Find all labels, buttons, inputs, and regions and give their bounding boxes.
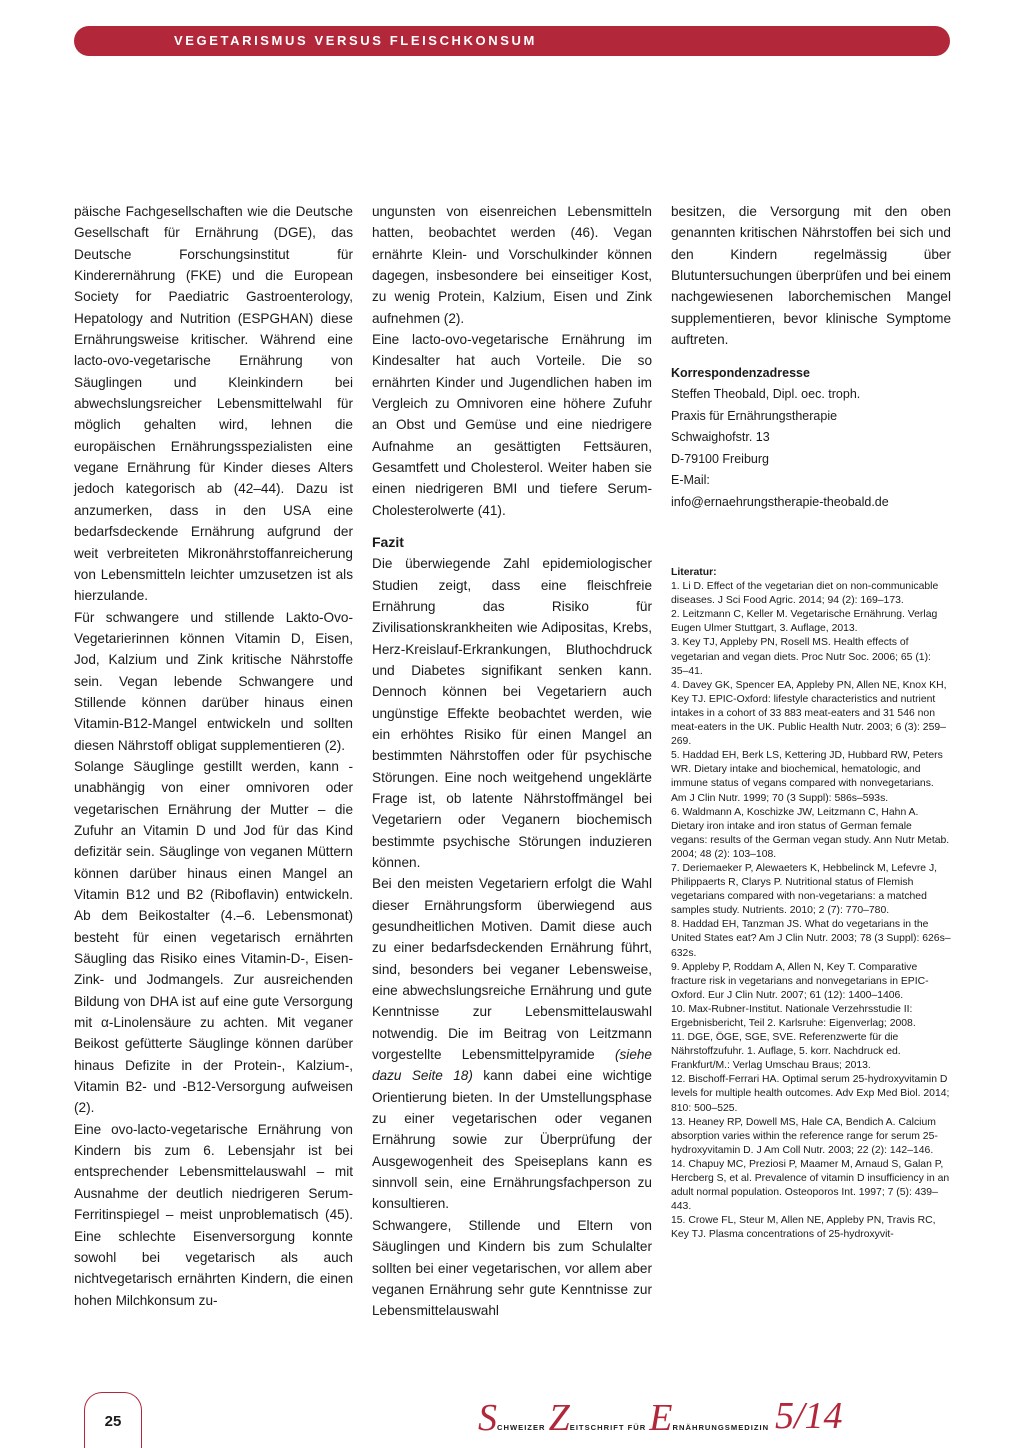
literature-title: Literatur: <box>671 567 717 578</box>
reference-item: 13. Heaney RP, Dowell MS, Hale CA, Bendich A. Calcium absorption varies within the reference range for serum 25-hydroxyvitamin D. J Am Coll Nutr. 2003; 22 (2): 142–146. <box>671 1116 938 1156</box>
column-3 <box>671 201 951 513</box>
reference-item: 10. Max-Rubner-Institut. Nationale Verzehrsstudie II: Ergebnisbericht, Teil 2. Karlsruhe: Eigenverlag; 2008. <box>671 1003 916 1029</box>
reference-item: 15. Crowe FL, Steur M, Allen NE, Appleby PN, Travis RC, Key TJ. Plasma concentrations of 25-hydroxyvit- <box>671 1215 936 1241</box>
page-number-tab <box>84 1392 142 1448</box>
literature-list <box>671 566 951 1243</box>
reference-item: 12. Bischoff-Ferrari HA. Optimal serum 25-hydroxyvitamin D levels for multiple health outcomes. Adv Exp Med Biol. 2014; 810: 500–525. <box>671 1074 950 1114</box>
paragraph-text: kann dabei eine wichtige Orientierung bieten. In der Umstellungsphase zu einer vegetarischen oder veganen Ernährung sowie zur Überprüfung der Ausgewogenheit des Speiseplans kann es sinnvoll sein, eine Ernährungsfachperson zu konsultieren. <box>372 1068 652 1212</box>
reference-item: 7. Deriemaeker P, Alewaeters K, Hebbelinck M, Lefevre J, Philippaerts R, Clarys P. Nutritional status of Flemish vegetarians compared with non-vegetarians: a matched samples study. Nutrients. 2010; 2 (7): 770–780. <box>671 862 938 917</box>
reference-item: 5. Haddad EH, Berk LS, Kettering JD, Hubbard RW, Peters WR. Dietary intake and biochemical, hematologic, and immune status of vegans compared with nonvegetarians. Am J Clin Nutr. 1999; 70 (3 Suppl): 586s–593s. <box>671 750 943 804</box>
paragraph: päische Fachgesellschaften wie die Deutsche Gesellschaft für Ernährung (DGE), das Deutsche Forschungsinstitut für Kinderernährung (FKE) und die European Society for Paediatric Gastroenterology, Hepatology and Nutrition (ESPGHAN) diese Ernährungsweise kritischer. Während eine lacto-ovo-vegetarische Ernährung von Säuglingen und Kleinkindern bei abwechslungsreicher Lebensmittelwahl für möglich gehalten wird, lehnen die europäischen Ernährungsspezialisten eine vegane Ernährung für Kinder dieses Alters jedoch kategorisch ab (42–44). Dazu ist anzumerken, dass in den USA eine bedarfsdeckende Ernährung aufgrund der weit verbreiteten Mikronährstoffanreicherung von Lebensmitteln leichter umzusetzen ist als hierzulande. <box>74 204 353 604</box>
paragraph: Solange Säuglinge gestillt werden, kann - unabhängig von einer omnivoren oder vegetarischen Ernährung der Mutter – die Zufuhr an Vitamin D und Jod für das Kind defizitär sein. Säuglinge von veganen Müttern können darüber hinaus einen Mangel an Vitamin B12 und B2 (Riboflavin) entwickeln. Ab dem Beikostalter (4.–6. Lebensmonat) besteht für einen vegetarisch ernährten Säugling das Risiko eines Vitamin-D-, Eisen- Zink- und Jodmangels. Zur ausreichenden Bildung von DHA ist auf eine gute Versorgung mit α-Linolensäure zu achten. Mit veganer Beikost gefütterte Säuglinge können darüber hinaus Defizite in der Protein-, Kalzium-, Vitamin B2- und -B12-Versorgung aufweisen (2). <box>74 758 353 1116</box>
column-2 <box>372 201 652 1322</box>
reference-item: 1. Li D. Effect of the vegetarian diet on non-communicable diseases. J Sci Food Agric. 2014; 94 (2): 169–173. <box>671 581 939 607</box>
header-bar <box>74 26 950 56</box>
paragraph: ungunsten von eisenreichen Lebensmitteln hatten, beobachtet werden (46). Vegan ernährte Klein- und Vorschulkinder können dagegen, insbesondere bei einseitiger Kost, zu wenig Protein, Kalzium, Eisen und Zink aufnehmen (2). <box>372 204 652 326</box>
paragraph-text: Bei den meisten Vegetariern erfolgt die Wahl dieser Ernährungsform überwiegend aus gesundheitlichen Motiven. Damit diese auch zu einer bedarfsdeckenden Ernährung führt, sind, besonders bei veganer Lebensweise, eine abwechslungsreiche Ernährung und gute Kenntnisse zur Lebensmittelauswahl notwendig. Die im Beitrag von Leitzmann vorgestellte Lebensmittelpyramide <box>372 876 652 1063</box>
correspondence-line: D-79100 Freiburg <box>671 451 769 466</box>
journal-logo-letter-s: S <box>478 1397 497 1439</box>
correspondence-line: E-Mail: <box>671 473 710 488</box>
reference-item: 2. Leitzmann C, Keller M. Vegetarische Ernährung. Verlag Eugen Ulmer Stuttgart, 3. Auflage, 2013. <box>671 609 938 635</box>
correspondence-line: Steffen Theobald, Dipl. oec. troph. <box>671 387 861 402</box>
paragraph: besitzen, die Versorgung mit den oben genannten kritischen Nährstoffen bei sich und den Kindern regelmässig über Blutuntersuchungen überprüfen und bei einem nachgewiesenen laborchemischen Mangel supplementieren, bevor klinische Symptome auftreten. <box>671 204 951 348</box>
paragraph: Eine lacto-ovo-vegetarische Ernährung im Kindesalter hat auch Vorteile. Die so ernährten Kinder und Jugendlichen haben im Vergleich zu Omnivoren eine höhere Zufuhr an Obst und Gemüse und eine niedrigere Aufnahme an gesättigten Fettsäuren, Gesamtfett und Cholesterol. Weiter haben sie einen niedrigeren BMI und tiefere Serum-Cholesterolwerte (41). <box>372 332 652 518</box>
correspondence-email: info@ernaehrungstherapie-theobald.de <box>671 494 889 509</box>
journal-logo-text: EITSCHRIFT FÜR <box>569 1423 650 1432</box>
paragraph: Schwangere, Stillende und Eltern von Säuglingen und Kindern bis zum Schulalter sollten bei einer vegetarischen, vor allem aber veganen Ernährung sehr gute Kenntnisse zur Lebensmittelauswahl <box>372 1217 652 1319</box>
correspondence-title: Korrespondenzadresse <box>671 366 810 381</box>
paragraph: Die überwiegende Zahl epidemiologischer Studien zeigt, dass eine fleischfreie Ernährung das Risiko für Zivilisationskrankheiten wie Adipositas, Krebs, Herz-Kreislauf-Erkrankungen, Bluthochdruck und Diabetes signifikant senken kann. Dennoch können bei Vegetariern auch ungünstige Effekte beobachtet werden, wie ein erhöhtes Risiko für einen Mangel an bestimmten Nährstoffen oder für psychische Störungen. Eine noch weitgehend ungeklärte Frage ist, ob latente Nährstoffmängel bei Vegetariern oder Veganern biochemisch bestimmte psychische Störungen induzieren können. <box>372 556 652 870</box>
journal-logo-text: RNÄHRUNGSMEDIZIN <box>672 1423 770 1432</box>
cross-reference: (siehe dazu Seite 18) <box>372 1047 652 1084</box>
journal-logo-text: CHWEIZER <box>497 1423 549 1432</box>
reference-item: 8. Haddad EH, Tanzman JS. What do vegetarians in the United States eat? Am J Clin Nutr. 2003; 78 (3 Suppl): 626s–632s. <box>671 919 951 959</box>
correspondence-line: Praxis für Ernährungstherapie <box>671 408 838 423</box>
paragraph: Für schwangere und stillende Lakto-Ovo-Vegetarierinnen können Vitamin D, Eisen, Jod, Kalzium und Zink kritische Nährstoffe sein. Vegan lebende Schwangere und Stillende können darüber hinaus einen Vitamin-B12-Mangel entwickeln und sollten diesen Nährstoff obligat supplementieren (2). <box>74 609 353 753</box>
section-heading-fazit: Fazit <box>372 534 404 551</box>
reference-item: 4. Davey GK, Spencer EA, Appleby PN, Allen NE, Knox KH, Key TJ. EPIC-Oxford: lifestyle characteristics and nutrient intakes in a cohort of 33 883 meat-eaters and 31 546 non meat-eaters in the UK. Public Health Nutr. 2003; 6 (3): 259–269. <box>671 679 947 748</box>
journal-logo-letter-e: E <box>649 1397 673 1439</box>
reference-item: 3. Key TJ, Appleby PN, Rosell MS. Health effects of vegetarian and vegan diets. Proc Nutr Soc. 2006; 65 (1): 35–41. <box>671 637 931 677</box>
journal-logo-letter-z: Z <box>548 1397 570 1439</box>
issue-number: 5/14 <box>775 1395 843 1437</box>
reference-item: 14. Chapuy MC, Preziosi P, Maamer M, Arnaud S, Galan P, Hercberg S, et al. Prevalence of vitamin D insufficiency in an adult normal population. Osteoporos Int. 1997; 7 (5): 439–443. <box>671 1158 950 1213</box>
paragraph: Eine ovo-lacto-vegetarische Ernährung von Kindern bis zum 6. Lebensjahr ist bei entsprechender Lebensmittelauswahl – mit Ausnahme der deutlich niedrigeren Serum-Ferritinspiegel – meist unproblematisch (45). Eine schlechte Eisenversorgung konnte sowohl bei vegetarisch als auch nichtvegetarisch ernährten Kindern, die einen hohen Milchkonsum zu- <box>74 1121 353 1308</box>
paragraph <box>372 873 652 1215</box>
page-number: 25 <box>104 1413 122 1430</box>
reference-item: 9. Appleby P, Roddam A, Allen N, Key T. Comparative fracture risk in vegetarians and nonvegetarians in EPIC-Oxford. Eur J Clin Nutr. 2007; 61 (12): 1400–1406. <box>671 961 929 1001</box>
reference-item: 11. DGE, ÖGE, SGE, SVE. Referenzwerte für die Nährstoffzufuhr. 1. Auflage, 5. korr. Nachdruck ed. Frankfurt/M.: Verlag Umschau Braus; 2013. <box>671 1032 901 1072</box>
running-header-title: VEGETARISMUS VERSUS FLEISCHKONSUM <box>174 33 537 48</box>
correspondence-line: Schwaighofstr. 13 <box>671 430 770 445</box>
reference-item: 6. Waldmann A, Koschizke JW, Leitzmann C, Hahn A. Dietary iron intake and iron status of German female vegans: results of the German vegan study. Ann Nutr Metab. 2004; 48 (2): 103–108. <box>671 806 950 860</box>
column-1 <box>74 201 353 1311</box>
